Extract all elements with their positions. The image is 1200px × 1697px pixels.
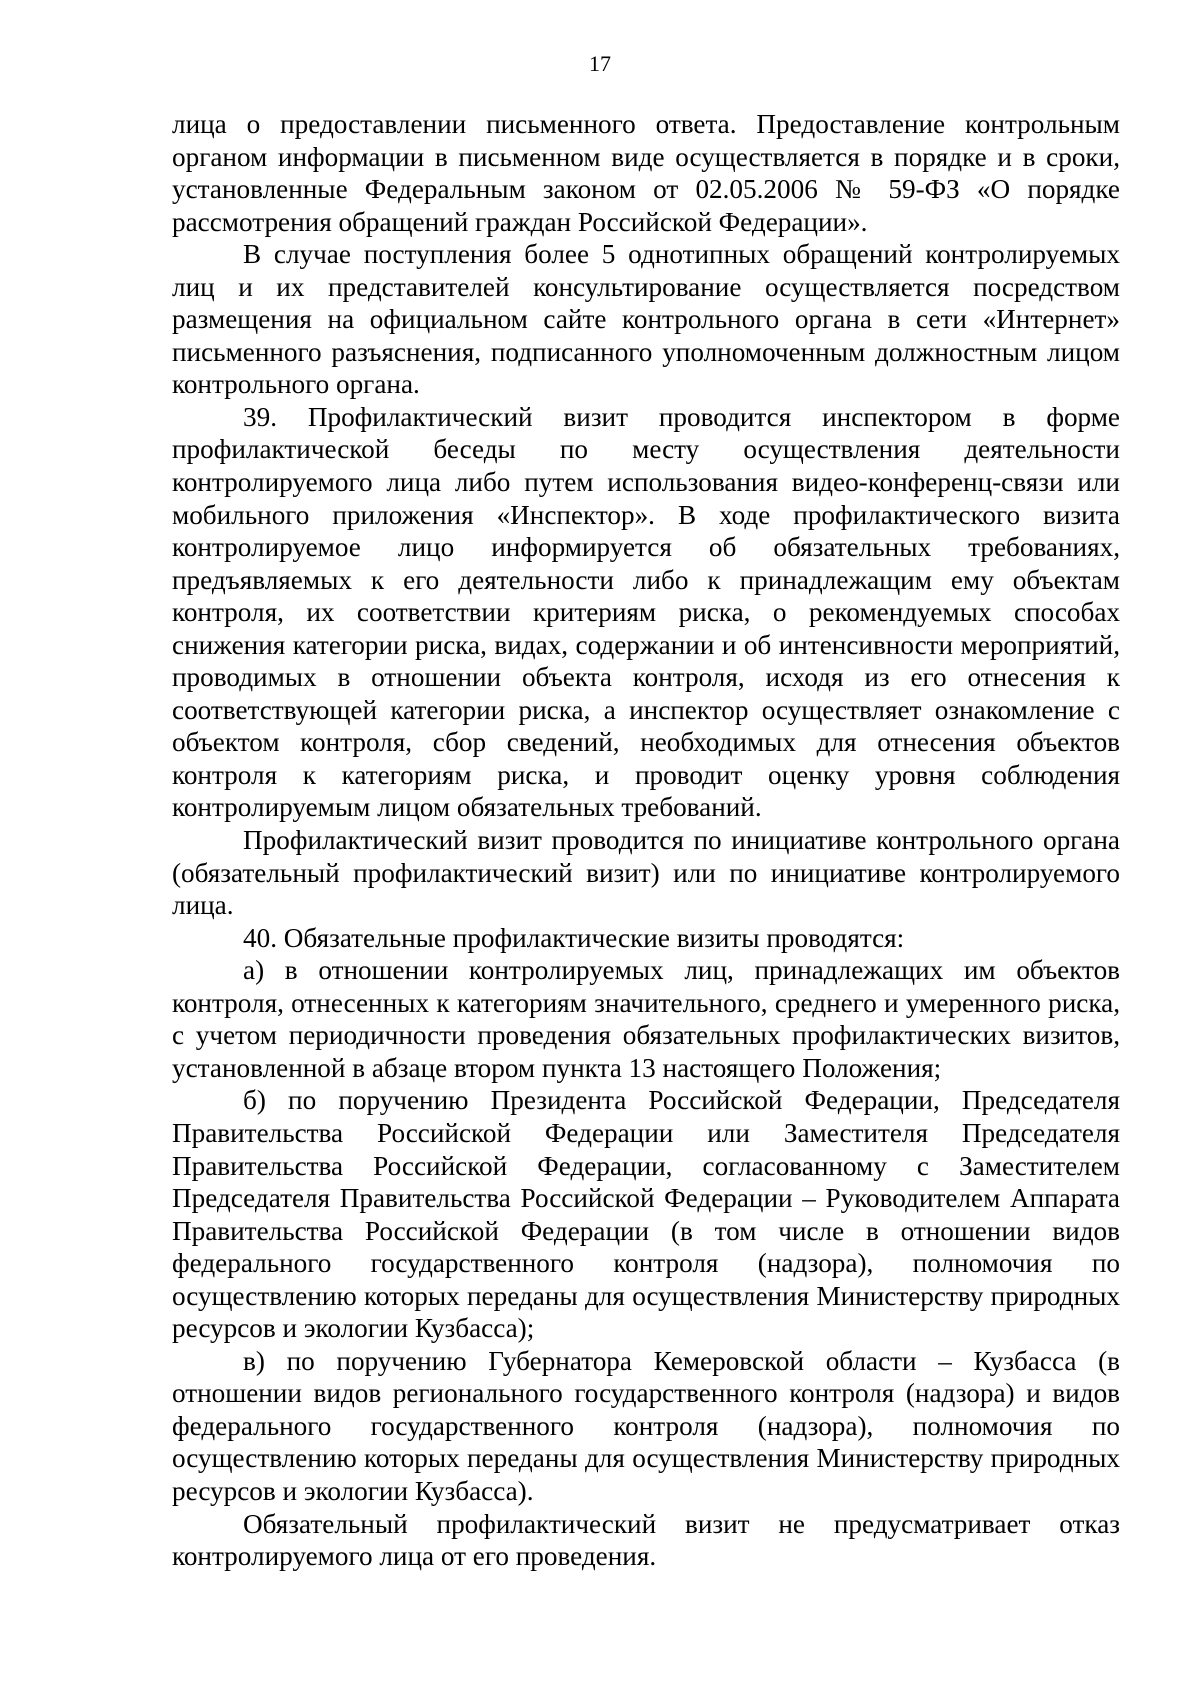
- paragraph-subitem-v: в) по поручению Губернатора Кемеровской области – Кузбасса (в отношении видов регионального государственного контроля (надзора) и видов федерального государственного контроля (надзора), полномочия по осуществлению которых переданы для осуществления Министерству природных ресурсов и экологии Кузбасса).: [172, 1345, 1120, 1506]
- paragraph-subitem-b: б) по поручению Президента Российской Федерации, Председателя Правительства Российской Федерации или Заместителя Председателя Правительства Российской Федерации, согласованному с Заместителем Председателя Правительства Российской Федерации – Руководителем Аппарата Правительства Российской Федерации (в том числе в отношении видов федерального государственного контроля (надзора), полномочия по осуществлению которых переданы для осуществления Министерству природных ресурсов и экологии Кузбасса);: [172, 1085, 1120, 1344]
- page-number: 17: [589, 51, 611, 76]
- paragraph-continuation: лица о предоставлении письменного ответа. Предоставление контрольным органом информации в письменном виде осуществляется в порядке и в сроки, установленные Федеральным законом от 02.05.2006 № 59-ФЗ «О порядке рассмотрения обращений граждан Российской Федерации».: [172, 109, 1120, 237]
- paragraph-mass-requests: В случае поступления более 5 однотипных обращений контролируемых лиц и их представителей консультирование осуществляется посредством размещения на официальном сайте контрольного органа в сети «Интернет» письменного разъяснения, подписанного уполномоченным должностным лицом контрольного органа.: [172, 239, 1120, 400]
- paragraph-item-39: 39. Профилактический визит проводится инспектором в форме профилактической беседы по месту осуществления деятельности контролируемого лица либо путем использования видео-конференц-связи или мобильного приложения «Инспектор». В ходе профилактического визита контролируемое лицо информируется об обязательных требованиях, предъявляемых к его деятельности либо к принадлежащим ему объектам контроля, их соответствии критериям риска, о рекомендуемых способах снижения категории риска, видах, содержании и об интенсивности мероприятий, проводимых в отношении объекта контроля, исходя из его отнесения к соответствующей категории риска, а инспектор осуществляет ознакомление с объектом контроля, сбор сведений, необходимых для отнесения объектов контроля к категориям риска, и проводит оценку уровня соблюдения контролируемым лицом обязательных требований.: [172, 401, 1120, 823]
- paragraph-item-40: 40. Обязательные профилактические визиты проводятся:: [243, 922, 905, 953]
- paragraph-no-refusal: Обязательный профилактический визит не предусматривает отказ контролируемого лица от его проведения.: [172, 1508, 1120, 1572]
- paragraph-visit-initiative: Профилактический визит проводится по инициативе контрольного органа (обязательный профилактический визит) или по инициативе контролируемого лица.: [172, 825, 1120, 921]
- document-body: [172, 108, 1120, 1573]
- paragraph-subitem-a: а) в отношении контролируемых лиц, принадлежащих им объектов контроля, отнесенных к категориям значительного, среднего и умеренного риска, с учетом периодичности проведения обязательных профилактических визитов, установленной в абзаце втором пункта 13 настоящего Положения;: [172, 955, 1120, 1083]
